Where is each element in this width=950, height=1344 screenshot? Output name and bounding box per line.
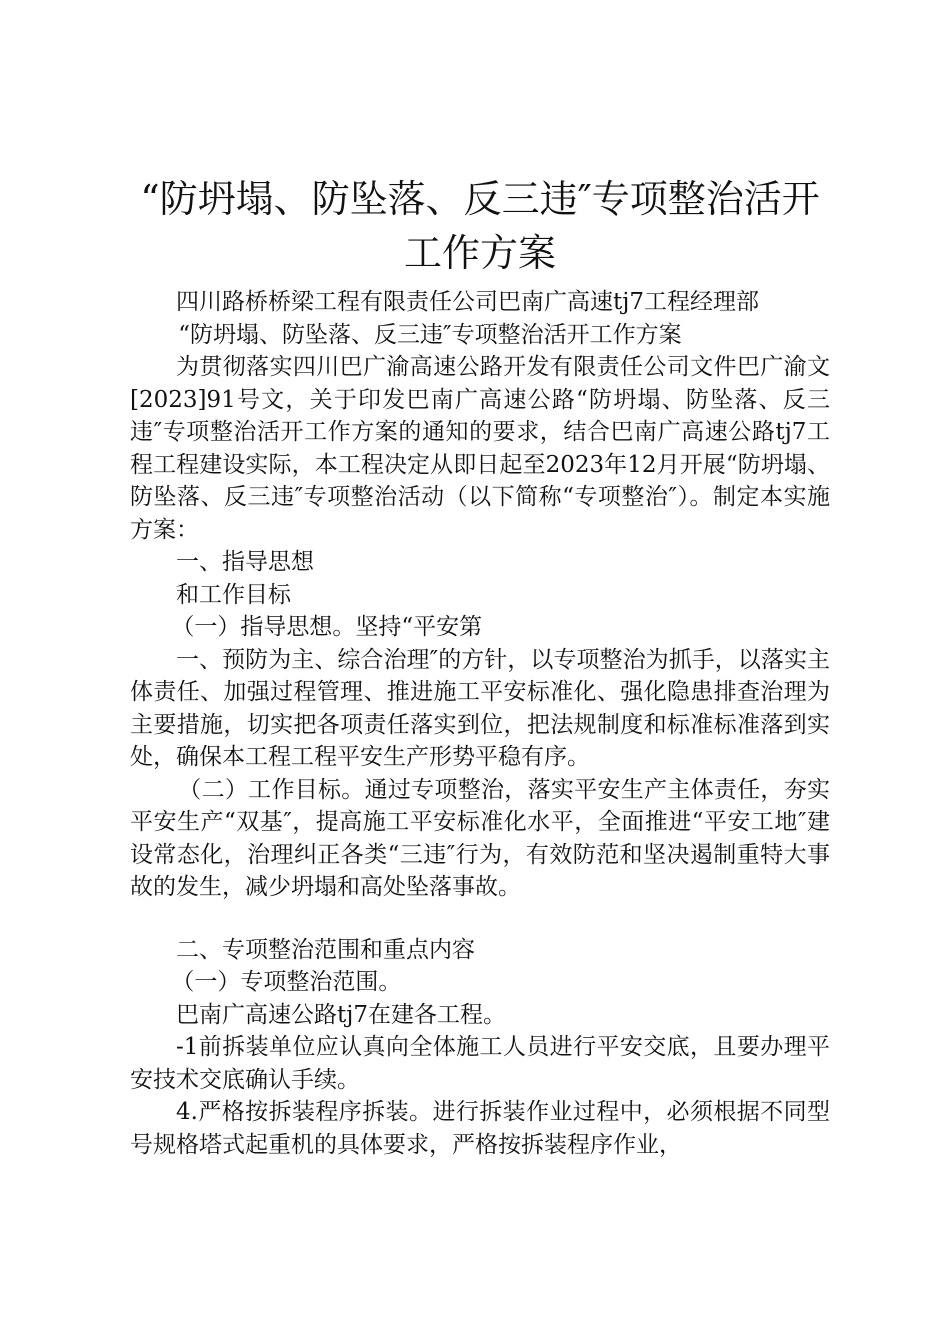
- heading-guiding-thought: 一、指导思想: [176, 549, 314, 575]
- paragraph-issuer: 四川路桥桥梁工程有限责任公司巴南广高速tj7工程经理部: [176, 289, 760, 315]
- paragraph-scope: 巴南广高速公路tj7在建各工程。: [176, 1001, 507, 1028]
- heading-work-goals: 和工作目标: [176, 581, 291, 608]
- heading-scope-and-key-content: 二、专项整治范围和重点内容: [176, 936, 475, 963]
- paragraph-subtitle: “防坍塌、防坠落、反三违″专项整治活开工作方案: [178, 321, 682, 348]
- paragraph-safety-briefing: -1前拆装单位应认真向全体施工人员进行平安交底，且要办理平安技术交底确认手续。: [130, 1034, 830, 1093]
- document-page: [130, 172, 830, 1161]
- paragraph-intro: 为贯彻落实四川巴广渝高速公路开发有限责任公司文件巴广渝文[2023]91号文，关于印发巴南广高速公路“防坍塌、防坠落、反三违″专项整治活开工作方案的通知的要求，结合巴南广高速公路tj7工程工程建设实际，本工程决定从即日起至2023年12月开展“防坍塌、防坠落、反三违″专项整治活动（以下简称“专项整治″）。制定本实施方案：: [130, 354, 830, 543]
- heading-scope: （一）专项整治范围。: [171, 969, 402, 995]
- paragraph-guiding-thought-body: 一、预防为主、综合治理″的方针，以专项整治为抓手，以落实主体责任、加强过程管理、推进施工平安标准化、强化隐患排查治理为主要措施，切实把各项责任落实到位，把法规制度和标准标准落到实处，确保本工程工程平安生产形势平稳有序。: [130, 646, 830, 770]
- paragraph-guiding-thought-start: （一）指导思想。坚持“平安第: [171, 614, 483, 640]
- document-title: “防坍塌、防坠落、反三违″专项整治活开工作方案: [140, 177, 820, 275]
- paragraph-disassembly-procedure: 4.严格按拆装程序拆装。进行拆装作业过程中，必须根据不同型号规格塔式起重机的具体要求，严格按拆装程序作业，: [130, 1099, 830, 1158]
- paragraph-work-goals: （二）工作目标。通过专项整治，落实平安生产主体责任，夯实平安生产“双基″，提高施工平安标准化水平，全面推进“平安工地″建设常态化，治理纠正各类“三违″行为，有效防范和坚决遏制重特大事故的发生，减少坍塌和高处坠落事故。: [130, 776, 830, 900]
